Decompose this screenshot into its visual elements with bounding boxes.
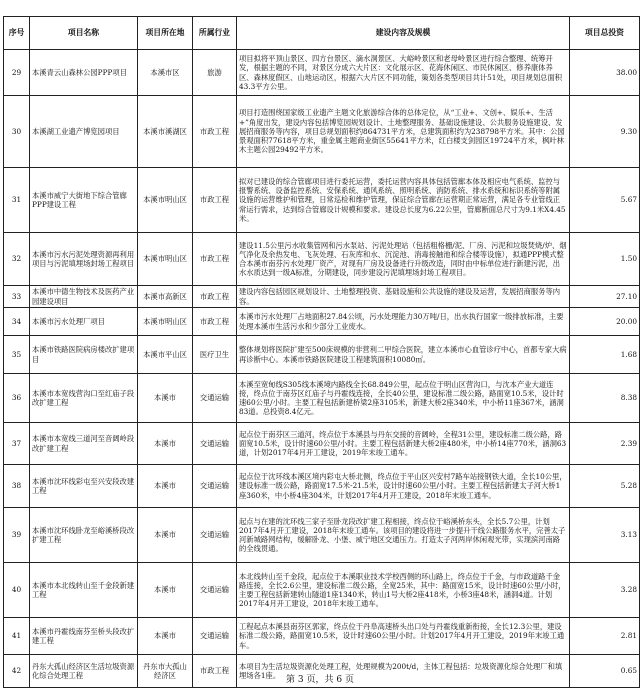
row-location: 本溪市 xyxy=(138,618,193,655)
row-investment: 3.28 xyxy=(570,563,640,618)
row-content: 本北线转山至千金段，起点位于本溪职业技术学校西侧的环山路上，终点位于千金，与市政道路千金路连接，全长2.6公里，建设标准二级公路，全宽25米，其中：路面宽15米，设计时速60公里/小时，主要工程包括新建转山隧道1座1340米，转山1号大桥2座418米，小桥3座48米，涵洞4道。计划2017年4月开工建设，2018年末竣工通车。 xyxy=(237,563,570,618)
row-location: 本溪市区 xyxy=(138,50,193,96)
row-name: 本溪市本宽线营沟口至红庙子段改扩建工程 xyxy=(30,374,138,423)
row-no: 38 xyxy=(4,465,30,508)
header-location: 项目所在地 xyxy=(138,17,193,50)
row-industry: 市政工程 xyxy=(193,233,237,286)
header-name: 项目名称 xyxy=(30,17,138,50)
table-row xyxy=(4,50,640,96)
row-investment: 2.81 xyxy=(570,618,640,655)
row-content: 本溪至宽甸线S305线本溪境内路线全长68.849公里，起点位于明山区营沟口，与沈本产业大道连接，终点位于南芬区红庙子与丹霍线连接，全长40公里，建设标准二级公路，路面宽10.5米，设计时速60公里/小时。主要工程包括新建桥梁2座3105米，新建大桥2座340米，中小桥11座367米，涵洞83道。总投资8.4亿元。 xyxy=(237,374,570,423)
table-row xyxy=(4,508,640,563)
row-location: 本溪市 xyxy=(138,374,193,423)
row-industry: 市政工程 xyxy=(193,286,237,308)
row-no: 30 xyxy=(4,96,30,168)
row-investment: 9.30 xyxy=(570,96,640,168)
row-investment: 20.00 xyxy=(570,308,640,336)
table-row xyxy=(4,308,640,336)
row-no: 33 xyxy=(4,286,30,308)
row-location: 本溪市明山区 xyxy=(138,308,193,336)
table-row xyxy=(4,233,640,286)
row-location: 本溪市明山区 xyxy=(138,168,193,233)
row-investment: 5.67 xyxy=(570,168,640,233)
row-no: 39 xyxy=(4,508,30,563)
row-no: 32 xyxy=(4,233,30,286)
header-no: 序号 xyxy=(4,17,30,50)
row-investment: 8.38 xyxy=(570,374,640,423)
row-content: 项目打造围绕国家级工业遗产主题文化旅游综合体的总体定位，从“工业+、文创+、娱乐+、生活+”角度出发，建设内容包括博览园规划设计、土地整理服务、基础设施建设、公共服务设施建设、发展招商服务等内容，项目总规划面积约864731平方米，总建筑面积约为238798平方米。其中：公园景观面积77618平方米，重金属主题商业街区55641平方米，红白楼支剑园区19724平方米，枫叶林木主题公园29492平方米。 xyxy=(237,96,570,168)
row-no: 29 xyxy=(4,50,30,96)
header-content: 建设内容及规模 xyxy=(237,17,570,50)
row-name: 本溪市铁路医院病房楼改扩建项目 xyxy=(30,336,138,374)
row-name: 本溪湖工业遗产博览园项目 xyxy=(30,96,138,168)
row-content: 整体规划将医院扩建至500床规模的非营利二甲综合医院，建立本溪市心血管诊疗中心，首都专家大病再诊断中心。本溪市铁路医院建设工程建筑面积10080㎡。 xyxy=(237,336,570,374)
row-location: 本溪市溪湖区 xyxy=(138,96,193,168)
row-location: 本溪市 xyxy=(138,465,193,508)
row-name: 本溪市丹霍线南芬至桥头段改扩建工程 xyxy=(30,618,138,655)
row-name: 本溪市污水处理厂项目 xyxy=(30,308,138,336)
row-name: 本溪市本北线转山至千金段新建工程 xyxy=(30,563,138,618)
row-no: 35 xyxy=(4,336,30,374)
table-row xyxy=(4,618,640,655)
table-row xyxy=(4,563,640,618)
row-investment: 3.13 xyxy=(570,508,640,563)
row-content: 建设内容包括园区规划设计、土地整理投资、基础设施和公共设施的建设及运营，发展招商服务等内容。 xyxy=(237,286,570,308)
row-location: 本溪市高新区 xyxy=(138,286,193,308)
row-location: 本溪市 xyxy=(138,508,193,563)
table-row xyxy=(4,336,640,374)
row-investment: 38.00 xyxy=(570,50,640,96)
row-name: 丹东大孤山经济区生活垃圾资源化综合处理工程 xyxy=(30,655,138,688)
row-no: 31 xyxy=(4,168,30,233)
header-investment: 项目总投资 xyxy=(570,17,640,50)
row-no: 41 xyxy=(4,618,30,655)
table-row xyxy=(4,96,640,168)
header-row xyxy=(4,17,640,50)
row-investment: 0.65 xyxy=(570,655,640,688)
row-name: 本溪青云山森林公园PPP项目 xyxy=(30,50,138,96)
row-industry: 交通运输 xyxy=(193,508,237,563)
row-name: 本溪市中德生物技术及医药产业园建设项目 xyxy=(30,286,138,308)
row-industry: 交通运输 xyxy=(193,423,237,465)
row-content: 拟对已建设的综合管廊项目进行委托运营，委托运营内容具体包括管廊本体及相应电气系统、监控与报警系统、设备监控系统、安保系统、通风系统、照明系统、消防系统、排水系统和标识系统等附属设施的运营维护和管理，日常巡检和维护管理，保证综合管廊在运营期正常运营，满足各专业管线正常运行需求，达到综合管廊设计规模和要求。建设总长度为6.22公里，管廊断面总尺寸为9.1米X4.45米。 xyxy=(237,168,570,233)
header-industry: 所属行业 xyxy=(193,17,237,50)
row-investment: 27.10 xyxy=(570,286,640,308)
row-investment: 1.68 xyxy=(570,336,640,374)
row-industry: 市政工程 xyxy=(193,168,237,233)
row-no: 42 xyxy=(4,655,30,688)
row-industry: 旅游 xyxy=(193,50,237,96)
row-no: 37 xyxy=(4,423,30,465)
row-industry: 交通运输 xyxy=(193,563,237,618)
row-investment: 1.50 xyxy=(570,233,640,286)
table-row xyxy=(4,168,640,233)
table-row xyxy=(4,423,640,465)
row-location: 本溪市平山区 xyxy=(138,336,193,374)
row-location: 本溪市明山区 xyxy=(138,233,193,286)
table-row xyxy=(4,374,640,423)
row-name: 本溪市沈环线彩屯至兴安段改建工程 xyxy=(30,465,138,508)
row-name: 本溪市本宽线三道河至音阔岭段改扩建工程 xyxy=(30,423,138,465)
row-content: 本溪市污水处理厂占地面积27.84公顷，污水处理能力30万吨/日，出水执行国家一级排放标准，主要处理本溪市生活污水和少部分工业废水。 xyxy=(237,308,570,336)
row-location: 本溪市 xyxy=(138,563,193,618)
row-industry: 交通运输 xyxy=(193,374,237,423)
row-content: 项目拟将平顶山景区、四方台景区、滴水洞景区、大峪岭景区和老母岭景区进行综合整理、统筹开发，根据主题的不同，对景区分成六大片区：文化展示区、花海休闲区、市民休闲区、修养康体养区、森林度假区、山地运动区，根据六大片区不同功能，策划各类型项目共计51处，项目规划总面积43.3平方公里。 xyxy=(237,50,570,96)
page-footer: 第 3 页，共 6 页 xyxy=(286,675,354,685)
row-content: 起点位于沈环线本溪区境内彩屯大桥北侧，终点位于平山区兴安村7路车站接钢铁大道，全长10公里，建设标准一级公路，路面宽17.5米-21.5米，设计时速60公里/小时。主要工程包括新建太子河大桥1座360米，中小桥4座304米，计划2017年4月开工建设，2018年末竣工通车。 xyxy=(237,465,570,508)
table-row xyxy=(4,465,640,508)
row-industry: 市政工程 xyxy=(193,96,237,168)
row-content: 工程起点本溪县南芬区郭家，终点位于丹阜高速桥头出口处与丹霍线重新衔接，全长12.3公里，建设标准二级公路，路面宽10.5米，设计时速60公里/小时。计划2017年4月开工建设，2019年末竣工通车。 xyxy=(237,618,570,655)
row-name: 本溪市污水污泥处理资源再利用项目与污泥填埋场封场工程项目 xyxy=(30,233,138,286)
row-location: 丹东市大孤山经济区 xyxy=(138,655,193,688)
row-industry: 医疗卫生 xyxy=(193,336,237,374)
row-investment: 5.28 xyxy=(570,465,640,508)
row-no: 36 xyxy=(4,374,30,423)
row-industry: 市政工程 xyxy=(193,308,237,336)
row-content: 建设11.5公里污水收集管网和污水泵站、污泥处理站（包括粗格栅/泥、厂房、污泥和垃圾焚烧/炉、烟气净化及余热发电、飞灰处理、石灰库和水、沉淀池、消毒接触池和综合楼等设施），拟通PPP模式整合本溪市南芬污水处理厂资产，对现有厂房及设备进行升级改造，同时由中标单位进行新建污泥，出水水质达到一级A标准，分期建设，同步建设污泥填埋场封场工程项目。 xyxy=(237,233,570,286)
table-row xyxy=(4,286,640,308)
row-no: 40 xyxy=(4,563,30,618)
row-content: 起点与在建的沈环线三家子至卧龙段改扩建工程相接，终点位于峪溪桥东头，全长5.7公里，计划2017年4月开工建设，2018年末竣工通车。该项目的建设将进一步提升干线公路服务水平，完善太子河新城路网结构，缓解卧龙、小堡、威宁地区交通压力。打造太子河两岸休闲观光带，实现滨河南路的全线贯通。 xyxy=(237,508,570,563)
row-location: 本溪市 xyxy=(138,423,193,465)
row-no: 34 xyxy=(4,308,30,336)
row-industry: 交通运输 xyxy=(193,465,237,508)
row-content: 本项目为生活垃圾资源化处理工程，处理规模为200t/d，主体工程包括：垃圾资源化综合处理厂和填埋场各1座。 xyxy=(237,655,570,688)
row-industry: 市政工程 xyxy=(193,655,237,688)
row-name: 本溪市威宁大街地下综合管廊PPP建设工程 xyxy=(30,168,138,233)
row-industry: 交通运输 xyxy=(193,618,237,655)
row-name: 本溪市沈环线卧龙至峪溪桥段改扩建工程 xyxy=(30,508,138,563)
project-table xyxy=(3,16,640,688)
row-content: 起点位于南芬区三道河，终点位于本溪县与丹东交接的音阔岭，全程31公里，建设标准二级公路，路面宽10.5米，设计时速60公里/小时。主要工程包括新建大桥2座480米，中小桥14座770米，涵洞63道，计划2017年4月开工建设，2019年末竣工通车。 xyxy=(237,423,570,465)
row-investment: 2.39 xyxy=(570,423,640,465)
